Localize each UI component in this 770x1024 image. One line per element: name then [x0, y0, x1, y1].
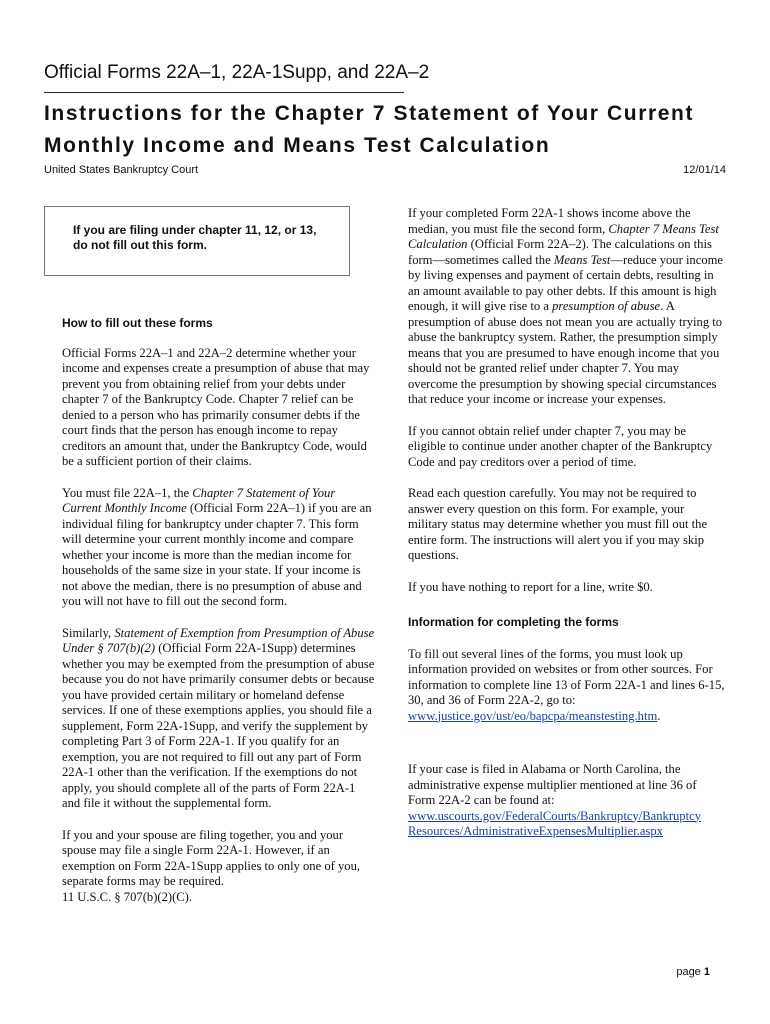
page-label: page: [676, 966, 701, 978]
statute-citation: 11 U.S.C. § 707(b)(2)(C).: [62, 889, 193, 904]
text-run: If your completed Form 22A-1 shows income above the median, you must file the second form,: [408, 206, 691, 236]
revision-date: 12/01/14: [683, 164, 726, 176]
term-emphasis: presumption of abuse: [552, 299, 661, 313]
text-run: . A presumption of abuse does not mean you are actually trying to abuse the bankruptcy system. Rather, the presumption simply means that you are presumed to have enough income that you should not be granted relief under chapter 7. You may overcome the presumption by showing special circumstances that reduce your income or increase your expenses.: [408, 299, 723, 406]
court-name: United States Bankruptcy Court: [44, 164, 199, 176]
means-testing-link[interactable]: www.justice.gov/ust/eo/bapcpa/meanstesting.htm: [408, 708, 658, 723]
text-run: (Official Form 22A–1) if you are an individual filing for bankruptcy under chapter 7. This form will determine your current monthly income and compare whether your income is more than the median income for households of the same size in your state. If your income is not above the median, there is no presumption of abuse and you will not have to fill out the second form.: [62, 501, 372, 608]
right-paragraph-6: [408, 762, 726, 840]
expense-multiplier-link[interactable]: www.uscourts.gov/FederalCourts/Bankruptcy/Bankruptcy Resources/AdministrativeExpensesMultiplier.aspx: [408, 808, 701, 838]
page-number: [676, 966, 710, 978]
text-run: Similarly,: [62, 625, 115, 640]
text-run: (Official Form 22A–2). The calculations on this form—sometimes called the: [408, 237, 712, 267]
info-heading: Information for completing the forms: [408, 615, 619, 629]
text-run: If you and your spouse are filing together, you and your spouse may file a single Form 22A-1. However, if an exemption on Form 22A-1Supp applies to only one of you, separate forms may be required.: [62, 827, 361, 888]
text-run: If your case is filed in Alabama or North Carolina, the administrative expense multiplier mentioned at line 36 of Form 22A-2 can be found at:: [408, 762, 697, 807]
left-column: [62, 316, 376, 921]
text-run: (Official Form 22A-1Supp) determines whether you may be exempted from the presumption of abuse because you do not have primarily consumer debts or because you have provided certain military or homeland defense services. If one of these exemptions applies, you should file a supplement, Form 22A-1Supp, and verify the supplement by completing Part 3 of Form 22A-1. If you qualify for an exemption, you are not required to fill out any part of Form 22A-1 other than the verification. If the exemptions do not apply, you should complete all of the parts of Form 22A-1 and file it without the supplemental form.: [62, 641, 375, 810]
text-run: To fill out several lines of the forms, you must look up information provided on websites or from other sources. For information to complete line 13 of Form 22A-1 and lines 6-15, 30, and 36 of Form 22A-2, go to:: [408, 646, 725, 707]
right-paragraph-5: To fill out several lines of the forms, you must look up information provided on websites or from other sources. For information to complete line 13 of Form 22A-1 and lines 6-15, 30, and 36 of Form 22A-2, go to: www.justice.gov/ust/eo/bapcpa/meanstesting.htm.: [408, 646, 725, 723]
notice-text: If you are filing under chapter 11, 12, or 13, do not fill out this form.: [73, 223, 317, 252]
left-paragraph-3: [62, 626, 376, 812]
notice-box: [44, 206, 350, 276]
text-run: You must file 22A–1, the: [62, 485, 193, 500]
page-title: Instructions for the Chapter 7 Statement of Your Current Monthly Income and Means Test Calculation: [44, 102, 695, 157]
right-paragraph-1: [408, 206, 726, 408]
right-paragraph-3: Read each question carefully. You may not be required to answer every question on this form. For example, your military status may determine whether you must fill out the entire form. The instructions will alert you if you may skip questions.: [408, 486, 708, 562]
term-emphasis: Means Test: [553, 252, 611, 267]
text-run: —reduce your income by living expenses and payment of certain debts, resulting in an amount available to pay other debts. If this amount is high enough, it will give rise to a: [408, 252, 724, 313]
form-numbers-line: Official Forms 22A–1, 22A-1Supp, and 22A–2: [44, 62, 430, 83]
form-name-emphasis: Statement of Exemption from Presumption of Abuse Under § 707(b)(2): [62, 625, 375, 655]
header-divider: [44, 92, 404, 93]
page-number-value: 1: [703, 966, 710, 978]
right-paragraph-4: If you have nothing to report for a line, write $0.: [408, 579, 653, 594]
how-to-heading: How to fill out these forms: [62, 316, 213, 330]
form-name-emphasis: Chapter 7 Means Test Calculation: [408, 221, 719, 251]
left-paragraph-4: [62, 828, 376, 906]
left-paragraph-1: Official Forms 22A–1 and 22A–2 determine whether your income and expenses create a presumption of abuse that may prevent you from obtaining relief from your debts under chapter 7 of the Bankruptcy Code. Chapter 7 relief can be denied to a person who has primarily consumer debts if the court finds that the person has enough income to repay creditors an amount that, under the Bankruptcy Code, would be a sufficient portion of their claims.: [62, 345, 370, 468]
right-column: [408, 206, 726, 856]
right-paragraph-2: If you cannot obtain relief under chapter 7, you may be eligible to continue under another chapter of the Bankruptcy Code and pay creditors over a period of time.: [408, 423, 713, 469]
left-paragraph-2: [62, 486, 376, 610]
form-name-emphasis: Chapter 7 Statement of Your Current Monthly Income: [62, 485, 336, 515]
